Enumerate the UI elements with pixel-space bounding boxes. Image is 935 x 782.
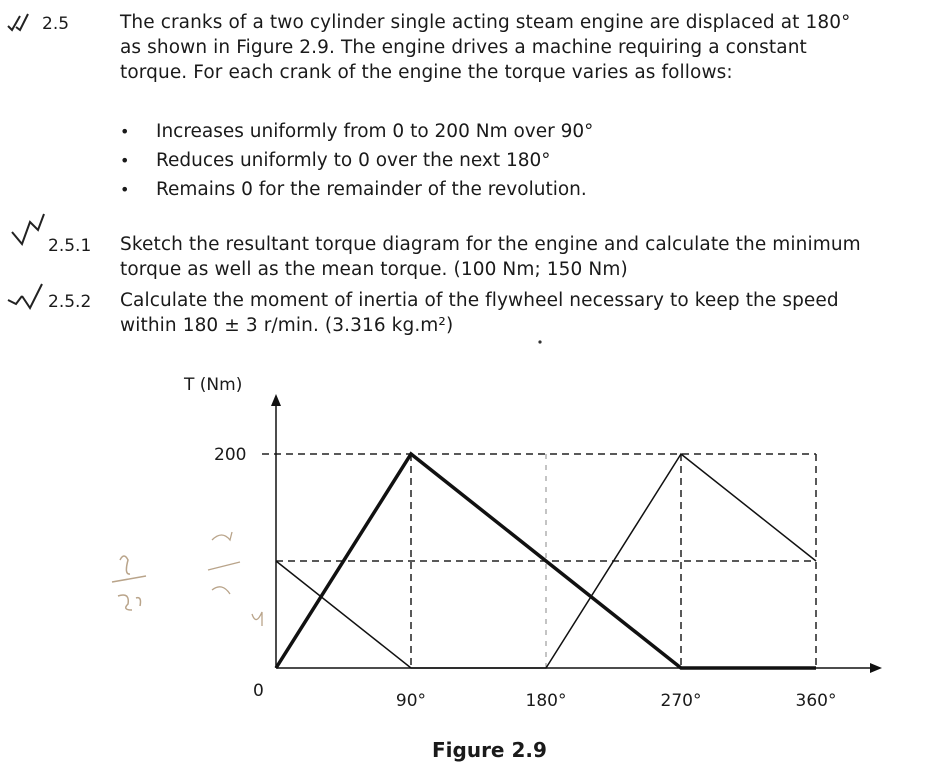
bullet-icon: •	[120, 180, 130, 199]
list-item-text: Reduces uniformly to 0 over the next 180°	[156, 150, 551, 171]
question-number: 2.5	[42, 14, 70, 34]
x-tick-label: 90°	[395, 691, 427, 711]
subquestion-number: 2.5.1	[48, 236, 92, 256]
intro-line: torque. For each crank of the engine the torque varies as follows:	[120, 62, 733, 83]
y-axis-label: T (Nm)	[184, 375, 243, 395]
list-item-text: Increases uniformly from 0 to 200 Nm over 90°	[156, 121, 594, 142]
origin-label: 0	[253, 681, 264, 701]
bullet-icon: •	[120, 122, 130, 141]
subquestion-line: within 180 ± 3 r/min. (3.316 kg.m²)	[120, 315, 454, 336]
list-item-text: Remains 0 for the remainder of the revolution.	[156, 179, 587, 200]
subquestion-line: Calculate the moment of inertia of the flywheel necessary to keep the speed	[120, 290, 839, 311]
intro-line: as shown in Figure 2.9. The engine drives a machine requiring a constant	[120, 37, 807, 58]
bullet-icon: •	[120, 151, 130, 170]
figure-caption: Figure 2.9	[432, 738, 547, 762]
y-tick-label: 200	[214, 445, 247, 465]
x-tick-label: 180°	[525, 691, 567, 711]
x-tick-label: 360°	[795, 691, 837, 711]
intro-line: The cranks of a two cylinder single acting steam engine are displaced at 180°	[120, 12, 851, 33]
x-axis-arrow-icon	[870, 663, 882, 673]
y-axis-arrow-icon	[271, 394, 281, 406]
subquestion-line: torque as well as the mean torque. (100 Nm; 150 Nm)	[120, 259, 628, 280]
subquestion-number: 2.5.2	[48, 292, 92, 312]
subquestion-line: Sketch the resultant torque diagram for the engine and calculate the minimum	[120, 234, 861, 255]
x-tick-label: 270°	[660, 691, 702, 711]
